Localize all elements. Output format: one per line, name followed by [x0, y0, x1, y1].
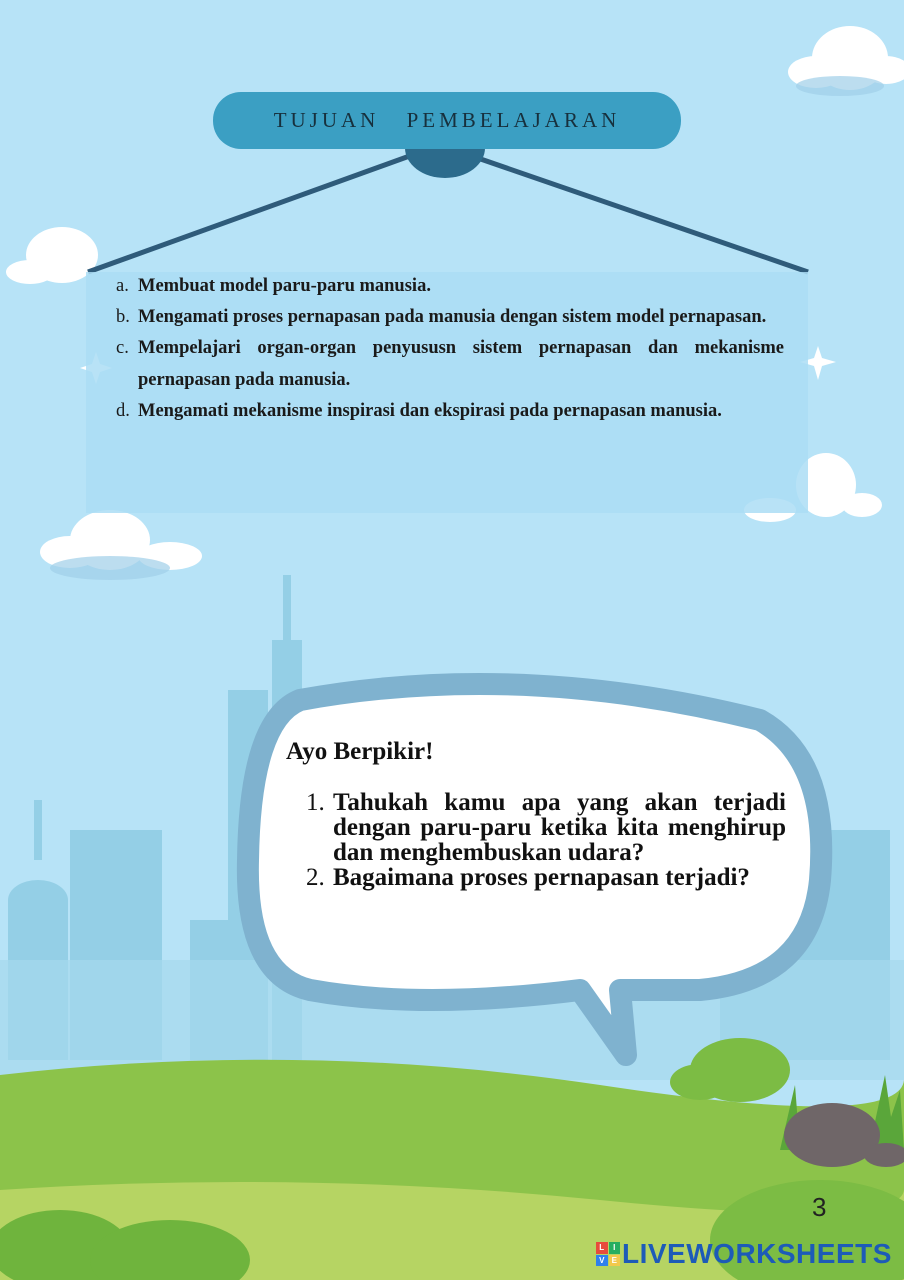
objective-text: Mengamati mekanisme inspirasi dan ekspirasi pada pernapasan manusia. — [138, 401, 722, 421]
page-number: 3 — [812, 1192, 827, 1222]
list-marker: a. — [116, 276, 129, 296]
question-text: Bagaimana proses pernapasan terjadi? — [333, 864, 750, 891]
list-item — [116, 395, 784, 427]
logo-letter: E — [609, 1255, 621, 1267]
list-item — [116, 301, 784, 333]
page-title: TUJUAN PEMBELAJARAN — [273, 108, 621, 132]
bubble-title: Ayo Berpikir! — [286, 738, 434, 765]
logo-letter: V — [596, 1255, 608, 1267]
list-item — [116, 270, 784, 302]
list-marker: b. — [116, 307, 130, 327]
logo-letter: L — [596, 1242, 608, 1254]
question-item — [306, 865, 786, 890]
title-banner — [213, 92, 681, 149]
liveworksheets-brand[interactable] — [596, 1238, 892, 1270]
list-marker: c. — [116, 338, 129, 358]
list-marker: d. — [116, 401, 130, 421]
question-number: 2. — [306, 864, 325, 891]
question-number: 1. — [306, 789, 325, 816]
objective-text: Mengamati proses pernapasan pada manusia dengan sistem model pernapasan. — [138, 307, 767, 327]
liveworksheets-logo-icon — [596, 1242, 620, 1266]
cloud-left — [6, 227, 98, 284]
list-item — [116, 332, 784, 396]
objectives-list — [116, 270, 784, 426]
question-item — [306, 790, 786, 865]
objective-text: Mempelajari organ-organ penyususn sistem pernapasan dan mekanisme pernapasan pada manusia. — [138, 338, 784, 390]
questions-list — [306, 790, 786, 890]
brand-text: LIVEWORKSHEETS — [622, 1238, 892, 1269]
objective-text: Membuat model paru-paru manusia. — [138, 276, 431, 296]
question-text: Tahukah kamu apa yang akan terjadi dengan paru-paru ketika kita menghirup dan menghembuskan udara? — [333, 789, 786, 866]
logo-letter: I — [609, 1242, 621, 1254]
